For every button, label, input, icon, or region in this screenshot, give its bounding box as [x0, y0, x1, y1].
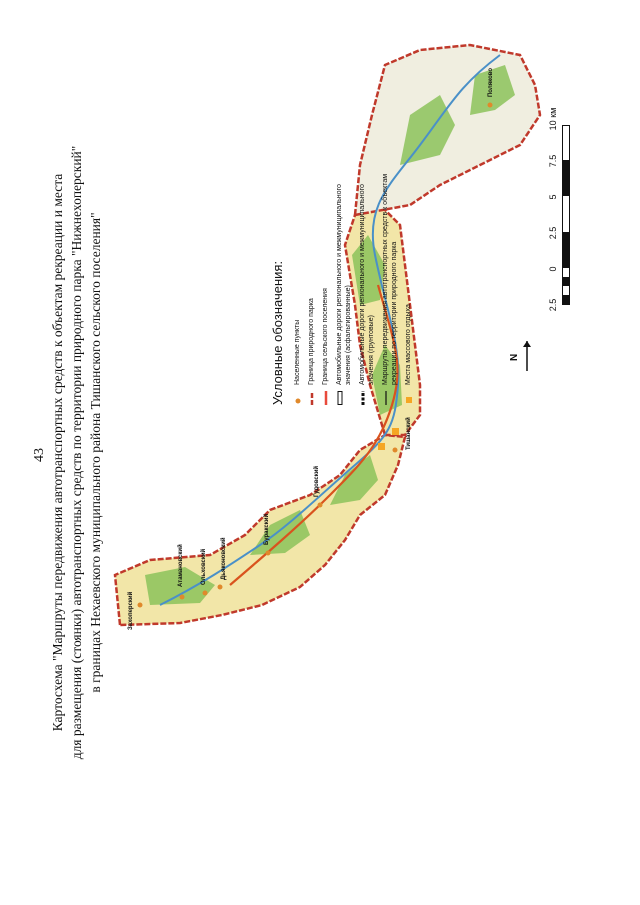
town-dot: [138, 603, 143, 608]
paved-road-line-icon: [337, 391, 343, 405]
legend-item: [404, 155, 413, 405]
legend-item: [293, 155, 302, 405]
town-label: Атамановский: [178, 544, 184, 587]
town-dot: [203, 591, 208, 596]
north-arrow-icon: [505, 337, 535, 373]
legend-label: Населенные пункты: [294, 319, 301, 385]
legend-label: Маршруты передвижения автотранспортных средств к объектам рекреации по территории природного парка: [382, 173, 398, 385]
town-dot: [488, 103, 493, 108]
title-line-1: Картосхема "Маршруты передвижения автотранспортных средств к объектам рекреации и места: [50, 173, 65, 732]
title-line-3: в границах Нехаевского муниципального района Тишанского сельского поселения": [88, 212, 103, 693]
settlement-border-line-icon: [323, 391, 329, 405]
scale-seg: [563, 232, 569, 268]
town-dot: [318, 503, 323, 508]
legend-item: [358, 155, 376, 405]
scale-bar: [548, 85, 588, 312]
town-label: Захоперский: [128, 591, 134, 630]
scale-label: 2.5: [548, 298, 558, 312]
page-number: 43: [32, 448, 47, 462]
town-label: Ольховский: [201, 548, 207, 585]
recreation-spot-icon: [378, 443, 385, 450]
town-label: Тишанский: [406, 417, 412, 450]
legend-label: Граница сельского поселения: [322, 288, 329, 385]
legend-label: Места массового отдыха: [405, 304, 412, 385]
scale-label: 10 км: [548, 107, 558, 131]
scale-bar-frame: [562, 125, 570, 305]
north-label: N: [509, 353, 520, 361]
legend-label: Автомобильные дороги регионального и межмуниципального значения (грунтовые): [359, 184, 375, 385]
scale-label: 5: [548, 194, 558, 200]
park-border-line-icon: [309, 391, 315, 405]
scale-label: 0: [548, 266, 558, 272]
legend-item: [307, 155, 316, 405]
recreation-spot-icon: [392, 428, 399, 435]
town-label: Буракский: [264, 513, 270, 545]
scale-seg: [563, 277, 569, 286]
town-label: Дьяконовский: [221, 537, 227, 580]
legend-title: Условные обозначения:: [270, 260, 285, 405]
town-dot: [266, 551, 271, 556]
settlement-dot-icon: [295, 391, 301, 405]
town-dot: [180, 595, 185, 600]
scale-seg: [563, 160, 569, 196]
scale-label: 7.5: [548, 154, 558, 168]
route-line-icon: [383, 391, 389, 405]
legend-item: [381, 155, 399, 405]
legend-label: Автомобильные дороги регионального и межмуниципального значения (асфальтированные): [336, 184, 352, 385]
dirt-road-line-icon: [360, 391, 366, 405]
title-line-2: для размещения (стоянки) автотранспортных средств по территории природного парка "Нижнехоперский": [69, 145, 84, 760]
town-dot: [393, 448, 398, 453]
scale-seg: [563, 295, 569, 304]
legend-item: [335, 155, 353, 405]
legend-item: [321, 155, 330, 405]
legend-label: Граница природного парка: [308, 298, 315, 385]
town-label: Поляково: [488, 67, 494, 97]
recreation-square-icon: [406, 391, 412, 405]
scale-label: 2.5: [548, 226, 558, 240]
town-label: Гудовский: [314, 465, 320, 497]
town-dot: [218, 585, 223, 590]
legend: [270, 155, 418, 405]
